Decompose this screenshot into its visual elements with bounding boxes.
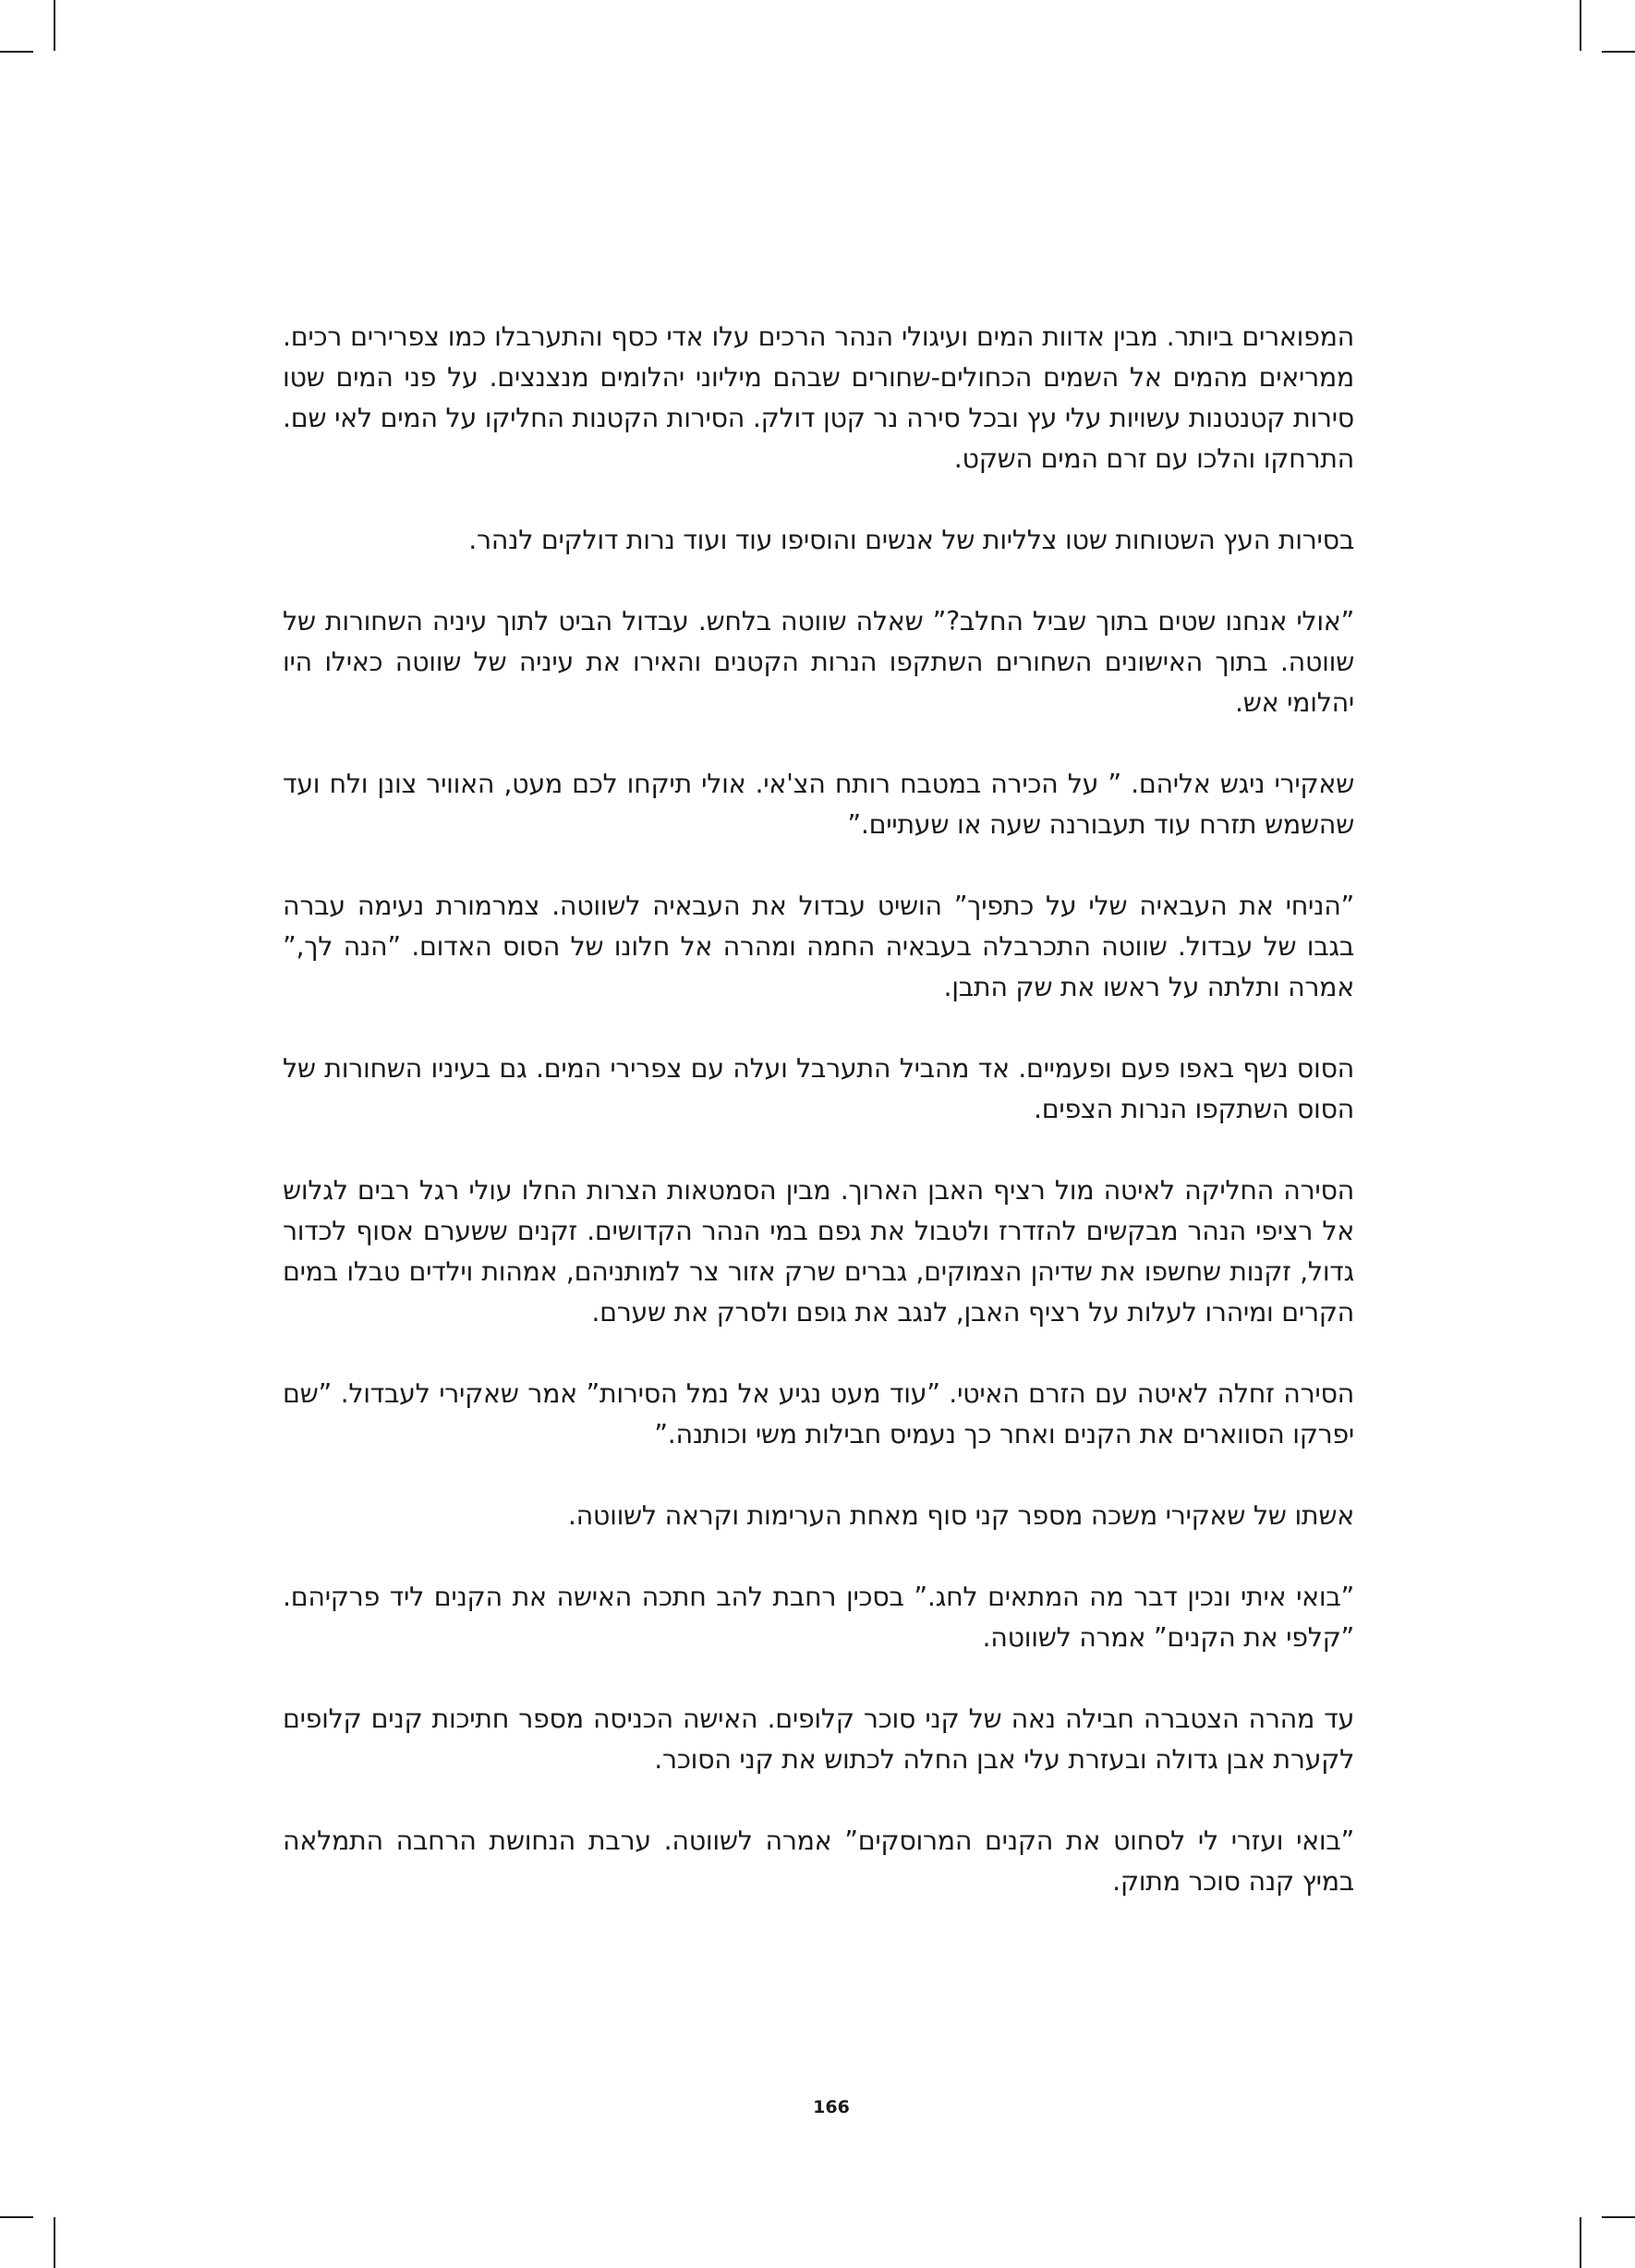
crop-mark-bottom-right-horizontal	[1602, 2216, 1635, 2218]
crop-mark-top-right-vertical	[1580, 0, 1581, 51]
paragraph: אשתו של שאקירי משכה מספר קני סוף מאחת הערימות וקראה לשווטה.	[567, 1500, 1354, 1531]
page-body-text	[283, 317, 1354, 1943]
crop-mark-top-left-vertical	[54, 0, 55, 51]
paragraph: הסירה החליקה לאיטה מול רציף האבן הארוך. מבין הסמטאות הצרות החלו עולי רגל רבים לגלוש אל רציפי הנהר מבקשים להזדרז ולטבול את גפם במי הנהר הקדושים. זקנים ששערם אסוף לכדור גדול, זקנות שחשפו את שדיהן הצמוקים, גברים שרק אזור צר למותניהם, אמהות וילדים טבלו במים הקרים ומיהרו לעלות על רציף האבן, לנגב את גופם ולסרק את שערם.	[283, 1175, 1354, 1328]
paragraph: ”הניחי את העבאיה שלי על כתפיך” הושיט עבדול את העבאיה לשווטה. צמרמורת נעימה עברה בגבו של עבדול. שווטה התכרבלה בעבאיה החמה ומהרה אל חלונו של הסוס האדום. ”הנה לך,” אמרה ותלתה על ראשו את שק התבן.	[283, 891, 1354, 1002]
crop-mark-top-left-horizontal	[0, 51, 33, 53]
page-number: 166	[813, 2097, 850, 2117]
crop-mark-bottom-right-vertical	[1580, 2217, 1581, 2268]
paragraph: ”בואי ועזרי לי לסחוט את הקנים המרוסקים” אמרה לשווטה. ערבת הנחושת הרחבה התמלאה במיץ קנה סוכר מתוק.	[283, 1825, 1354, 1897]
paragraph: ”בואי איתי ונכין דבר מה המתאים לחג.” בסכין רחבת להב חתכה האישה את הקנים ליד פרקיהם. ”קלפי את הקנים” אמרה לשווטה.	[283, 1582, 1354, 1653]
paragraph: ”אולי אנחנו שטים בתוך שביל החלב?” שאלה שווטה בלחש. עבדול הביט לתוך עיניה השחורות של שווטה. בתוך האישונים השחורים השתקפו הנרות הקטנים והאירו את עיניה של שווטה כאילו היו יהלומי אש.	[283, 606, 1354, 718]
crop-mark-bottom-left-vertical	[54, 2217, 55, 2268]
paragraph: שאקירי ניגש אליהם. ” על הכירה במטבח רותח הצ'אי. אולי תיקחו לכם מעט, האוויר צונן ולח ועד שהשמש תזרח עוד תעבורנה שעה או שעתיים.”	[283, 769, 1354, 840]
crop-mark-bottom-left-horizontal	[0, 2216, 33, 2218]
paragraph: עד מהרה הצטברה חבילה נאה של קני סוכר קלופים. האישה הכניסה מספר חתיכות קנים קלופים לקערת אבן גדולה ובעזרת עלי אבן החלה לכתוש את קני הסוכר.	[283, 1704, 1354, 1775]
paragraph: הסירה זחלה לאיטה עם הזרם האיטי. ”עוד מעט נגיע אל נמל הסירות” אמר שאקירי לעבדול. ”שם יפרקו הסווארים את הקנים ואחר כך נעמיס חבילות משי וכותנה.”	[283, 1378, 1354, 1449]
crop-mark-top-right-horizontal	[1602, 51, 1635, 53]
paragraph: בסירות העץ השטוחות שטו צלליות של אנשים והוסיפו עוד ועוד נרות דולקים לנהר.	[468, 525, 1354, 555]
paragraph: המפוארים ביותר. מבין אדוות המים ועיגולי הנהר הרכים עלו אדי כסף והתערבלו כמו צפרירים רכים. ממריאים מהמים אל השמים הכחולים-שחורים שבהם מיליוני יהלומים מנצנצים. על פני המים שטו סירות קטנטנות עשויות עלי עץ ובכל סירה נר קטן דולק. הסירות הקטנות החליקו על המים לאי שם. התרחקו והלכו עם זרם המים השקט.	[283, 321, 1354, 474]
paragraph: הסוס נשף באפו פעם ופעמיים. אד מהביל התערבל ועלה עם צפרירי המים. גם בעיניו השחורות של הסוס השתקפו הנרות הצפים.	[283, 1053, 1354, 1124]
